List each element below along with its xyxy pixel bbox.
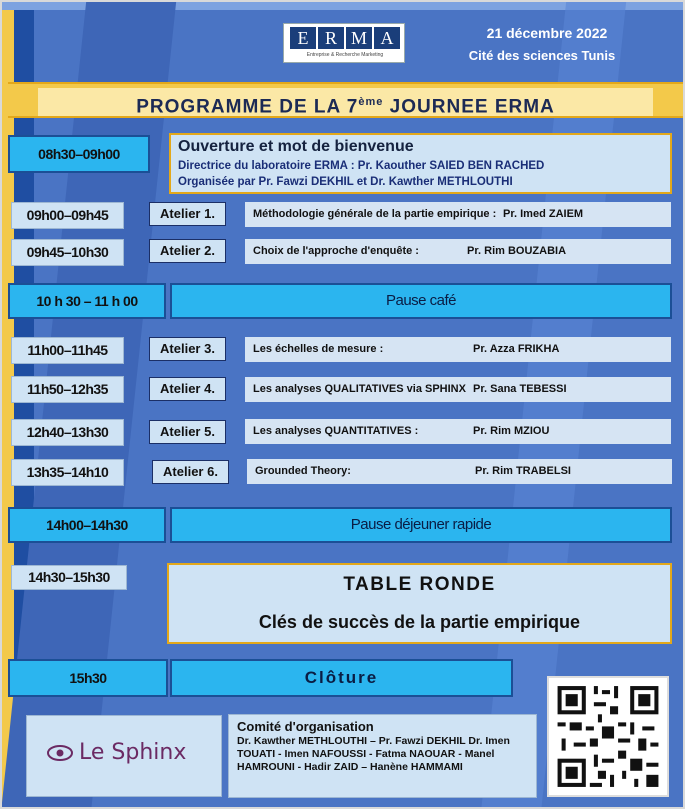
qr-code-icon — [549, 678, 667, 795]
atelier-6-time: 13h35–14h10 — [11, 459, 124, 486]
opening-box — [169, 133, 672, 194]
pause-dejeuner: Pause déjeuner rapide — [170, 507, 672, 543]
table-ronde-title: TABLE RONDE — [343, 574, 496, 595]
atelier-6-label: Atelier 6. — [152, 460, 229, 484]
opening-organizers: Organisée par Pr. Fawzi DEKHIL et Dr. Kawther METHLOUTHI — [178, 176, 513, 188]
atelier-2-time: 09h45–10h30 — [11, 239, 124, 266]
title-suffix: JOURNEE ERMA — [383, 96, 555, 118]
opening-time: 08h30–09h00 — [8, 135, 150, 173]
atelier-6-row — [247, 459, 672, 484]
table-ronde-box — [167, 563, 672, 644]
atelier-1-row — [245, 202, 671, 227]
comite-members: Dr. Kawther METHLOUTHI – Pr. Fawzi DEKHIL Dr. Imen TOUATI - Imen NAFOUSSI - Fatma NAOUAR - Manel HAMROUNI - Hadir ZAID – Hanène HAMMAMI — [237, 735, 510, 773]
atelier-4-row — [245, 377, 671, 402]
logo-letter: M — [346, 27, 372, 49]
pause-cafe-time: 10 h 30 – 11 h 00 — [8, 283, 166, 319]
sponsor-name: Le Sphinx — [79, 740, 187, 765]
atelier-4-speaker: Pr. Sana TEBESSI — [473, 383, 567, 395]
atelier-5-label: Atelier 5. — [149, 420, 226, 444]
atelier-5-speaker: Pr. Rim MZIOU — [473, 425, 550, 437]
title-bar — [8, 82, 683, 118]
atelier-3-label: Atelier 3. — [149, 337, 226, 361]
comite-title: Comité d'organisation — [237, 719, 374, 734]
atelier-2-label: Atelier 2. — [149, 239, 226, 263]
table-ronde-subtitle: Clés de succès de la partie empirique — [258, 612, 581, 632]
event-location: Cité des sciences Tunis — [468, 48, 616, 63]
cloture: Clôture — [170, 659, 513, 697]
atelier-6-speaker: Pr. Rim TRABELSI — [475, 465, 571, 477]
atelier-4-topic: Les analyses QUALITATIVES via SPHINX — [253, 383, 466, 395]
atelier-3-time: 11h00–11h45 — [11, 337, 124, 364]
opening-director: Directrice du laboratoire ERMA : Pr. Kaouther SAIED BEN RACHED — [178, 160, 545, 172]
atelier-3-topic: Les échelles de mesure : — [253, 343, 384, 355]
atelier-3-speaker: Pr. Azza FRIKHA — [473, 343, 560, 355]
atelier-6-topic: Grounded Theory: — [255, 465, 351, 477]
atelier-1-speaker: Pr. Imed ZAIEM — [503, 208, 584, 220]
atelier-2-row — [245, 239, 671, 264]
pause-cafe: Pause café — [170, 283, 672, 319]
logo-letter: A — [374, 27, 400, 49]
program-title — [38, 88, 653, 116]
pause-dejeuner-time: 14h00–14h30 — [8, 507, 166, 543]
opening-title: Ouverture et mot de bienvenue — [178, 138, 414, 155]
title-prefix: PROGRAMME DE LA 7 — [136, 96, 359, 118]
logo-tagline: Entreprise & Recherche Marketing — [306, 52, 384, 58]
atelier-2-topic: Choix de l'approche d'enquête : — [253, 245, 419, 257]
logo-letter: E — [290, 27, 316, 49]
atelier-1-topic: Méthodologie générale de la partie empirique : — [253, 208, 497, 220]
atelier-2-speaker: Pr. Rim BOUZABIA — [467, 245, 567, 257]
atelier-1-time: 09h00–09h45 — [11, 202, 124, 229]
atelier-5-time: 12h40–13h30 — [11, 419, 124, 446]
comite-box — [228, 714, 537, 798]
event-date: 21 décembre 2022 — [486, 25, 608, 41]
sphinx-eye-icon — [47, 744, 73, 762]
atelier-1-label: Atelier 1. — [149, 202, 226, 226]
logo-letter: R — [318, 27, 344, 49]
atelier-4-label: Atelier 4. — [149, 377, 226, 401]
atelier-4-time: 11h50–12h35 — [11, 376, 124, 403]
qr-code — [547, 676, 669, 797]
erma-logo — [283, 23, 405, 63]
sponsor-box — [26, 715, 222, 797]
table-ronde-time: 14h30–15h30 — [11, 565, 127, 590]
cloture-time: 15h30 — [8, 659, 168, 697]
atelier-3-row — [245, 337, 671, 362]
sphinx-logo — [47, 740, 186, 765]
atelier-5-row — [245, 419, 671, 444]
atelier-5-topic: Les analyses QUANTITATIVES : — [253, 425, 419, 437]
title-superscript: ème — [358, 96, 384, 108]
